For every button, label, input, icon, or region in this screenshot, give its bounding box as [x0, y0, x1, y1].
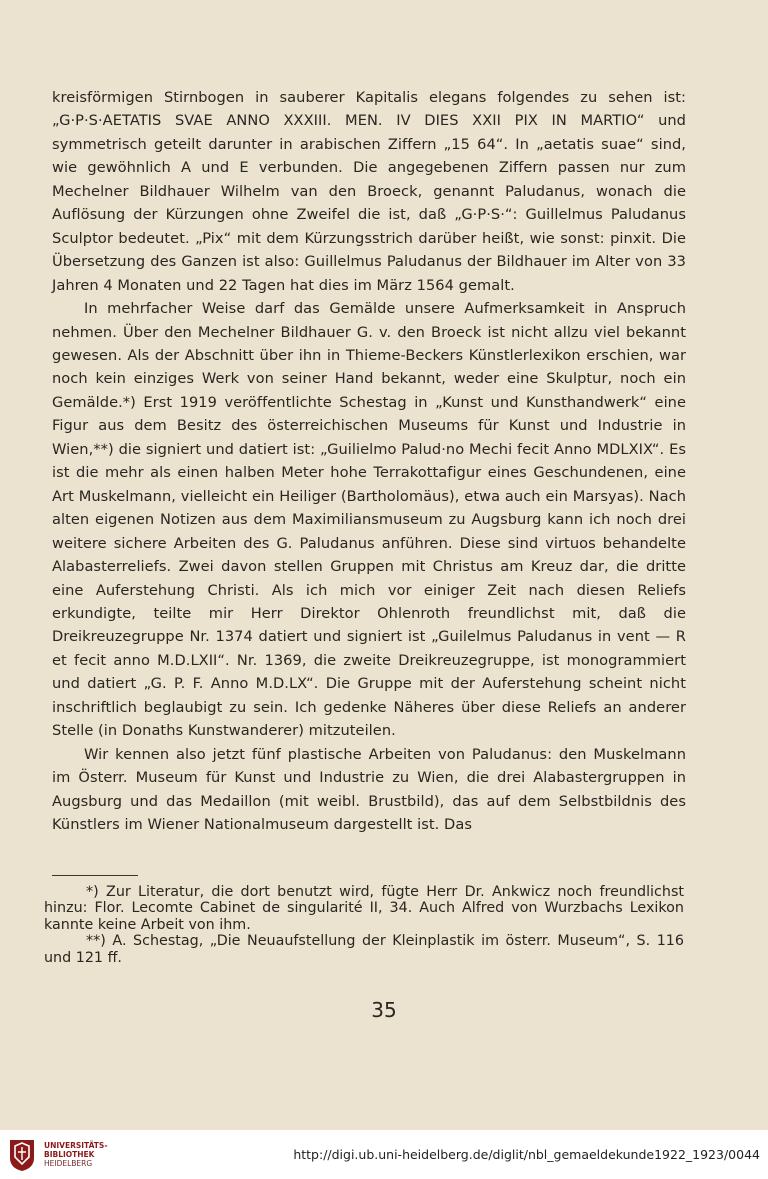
footnote-2: **) A. Schestag, „Die Neuaufstellung der Kleinplastik im österr. Museum“, S. 116 und 121 ff. — [44, 933, 684, 966]
footer-bar — [0, 1130, 768, 1179]
page-number: 35 — [371, 998, 397, 1022]
footnotes — [44, 884, 684, 966]
paragraph-1: kreisförmigen Stirnbogen in sauberer Kapitalis elegans folgendes zu sehen ist: „G·P·S·AETATIS SVAE ANNO XXXIII. MEN. IV DIES XXII PIX IN MARTIO“ und symmetrisch geteilt darunter in arabischen Ziffern „15 64“. In „aetatis suae“ sind, wie gewöhnlich A und E verbunden. Die angegebenen Ziffern passen nur zum Mechelner Bildhauer Wilhelm van den Broeck, genannt Paludanus, wonach die Auflösung der Kürzungen ohne Zweifel die ist, daß „G·P·S·“: Guillelmus Paludanus Sculptor bedeutet. „Pix“ mit dem Kürzungsstrich darüber heißt, wie sonst: pinxit. Die Übersetzung des Ganzen ist also: Guillelmus Paludanus der Bildhauer im Alter von 33 Jahren 4 Monaten und 22 Tagen hat dies im März 1564 gemalt. — [52, 89, 686, 294]
university-seal-icon[interactable] — [8, 1138, 36, 1172]
footnote-1: *) Zur Literatur, die dort benutzt wird, fügte Herr Dr. Ankwicz noch freundlichst hinzu: Flor. Lecomte Cabinet de singularité II, 34. Auch Alfred von Wurzbachs Lexikon kannte keine Arbeit von ihm. — [44, 884, 684, 933]
document-url-link[interactable]: http://digi.ub.uni-heidelberg.de/diglit/nbl_gemaeldekunde1922_1923/0044 — [293, 1147, 760, 1162]
footnote-divider — [52, 875, 138, 876]
library-name-line-1: UNIVERSITÄTS- — [44, 1141, 108, 1150]
paragraph-3: Wir kennen also jetzt fünf plastische Arbeiten von Paludanus: den Muskelmann im Österr. Museum für Kunst und Industrie zu Wien, die drei Alabastergruppen in Augsburg und das Medaillon (mit weibl. Brustbild), das auf dem Selbstbildnis des Künstlers im Wiener Nationalmuseum dargestellt ist. Das — [52, 745, 686, 834]
library-name-line-3: HEIDELBERG — [44, 1159, 93, 1168]
library-name-line-2: BIBLIOTHEK — [44, 1150, 95, 1159]
library-name[interactable] — [44, 1141, 107, 1168]
body-text — [52, 86, 686, 837]
paragraph-2: In mehrfacher Weise darf das Gemälde unsere Aufmerksamkeit in Anspruch nehmen. Über den Mechelner Bildhauer G. v. den Broeck ist nicht allzu viel bekannt gewesen. Als der Abschnitt über ihn in Thieme-Beckers Künstlerlexikon erschien, war noch kein einziges Werk von seiner Hand bekannt, weder eine Skulptur, noch ein Gemälde.*) Erst 1919 veröffentlichte Schestag in „Kunst und Kunsthandwerk“ eine Figur aus dem Besitz des österreichischen Museums für Kunst und Industrie in Wien,**) die signiert und datiert ist: „Guilielmo Palud·no Mechi fecit Anno MDLXIX“. Es ist die mehr als einen halben Meter hohe Terrakottafigur eines Geschundenen, eine Art Muskelmann, vielleicht ein Heiliger (Bartholomäus), etwa auch ein Marsyas). Nach alten eigenen Notizen aus dem Maximiliansmuseum zu Augsburg kann ich noch drei weitere sichere Arbeiten des G. Paludanus anführen. Diese sind virtuos behandelte Alabasterreliefs. Zwei davon stellen Gruppen mit Christus am Kreuz dar, die dritte eine Auferstehung Christi. Als ich mich vor einiger Zeit nach diesen Reliefs erkundigte, teilte mir Herr Direktor Ohlenroth freundlichst mit, daß die Dreikreuzegruppe Nr. 1374 datiert und signiert ist „Guilelmus Paludanus in vent — R et fecit anno M.D.LXII“. Nr. 1369, die zweite Dreikreuzegruppe, ist monogrammiert und datiert „G. P. F. Anno M.D.LX“. Die Gruppe mit der Auferstehung scheint nicht inschriftlich beglaubigt zu sein. Ich gedenke Näheres über diese Reliefs an anderer Stelle (in Donaths Kunstwanderer) mitzuteilen. — [52, 300, 686, 740]
